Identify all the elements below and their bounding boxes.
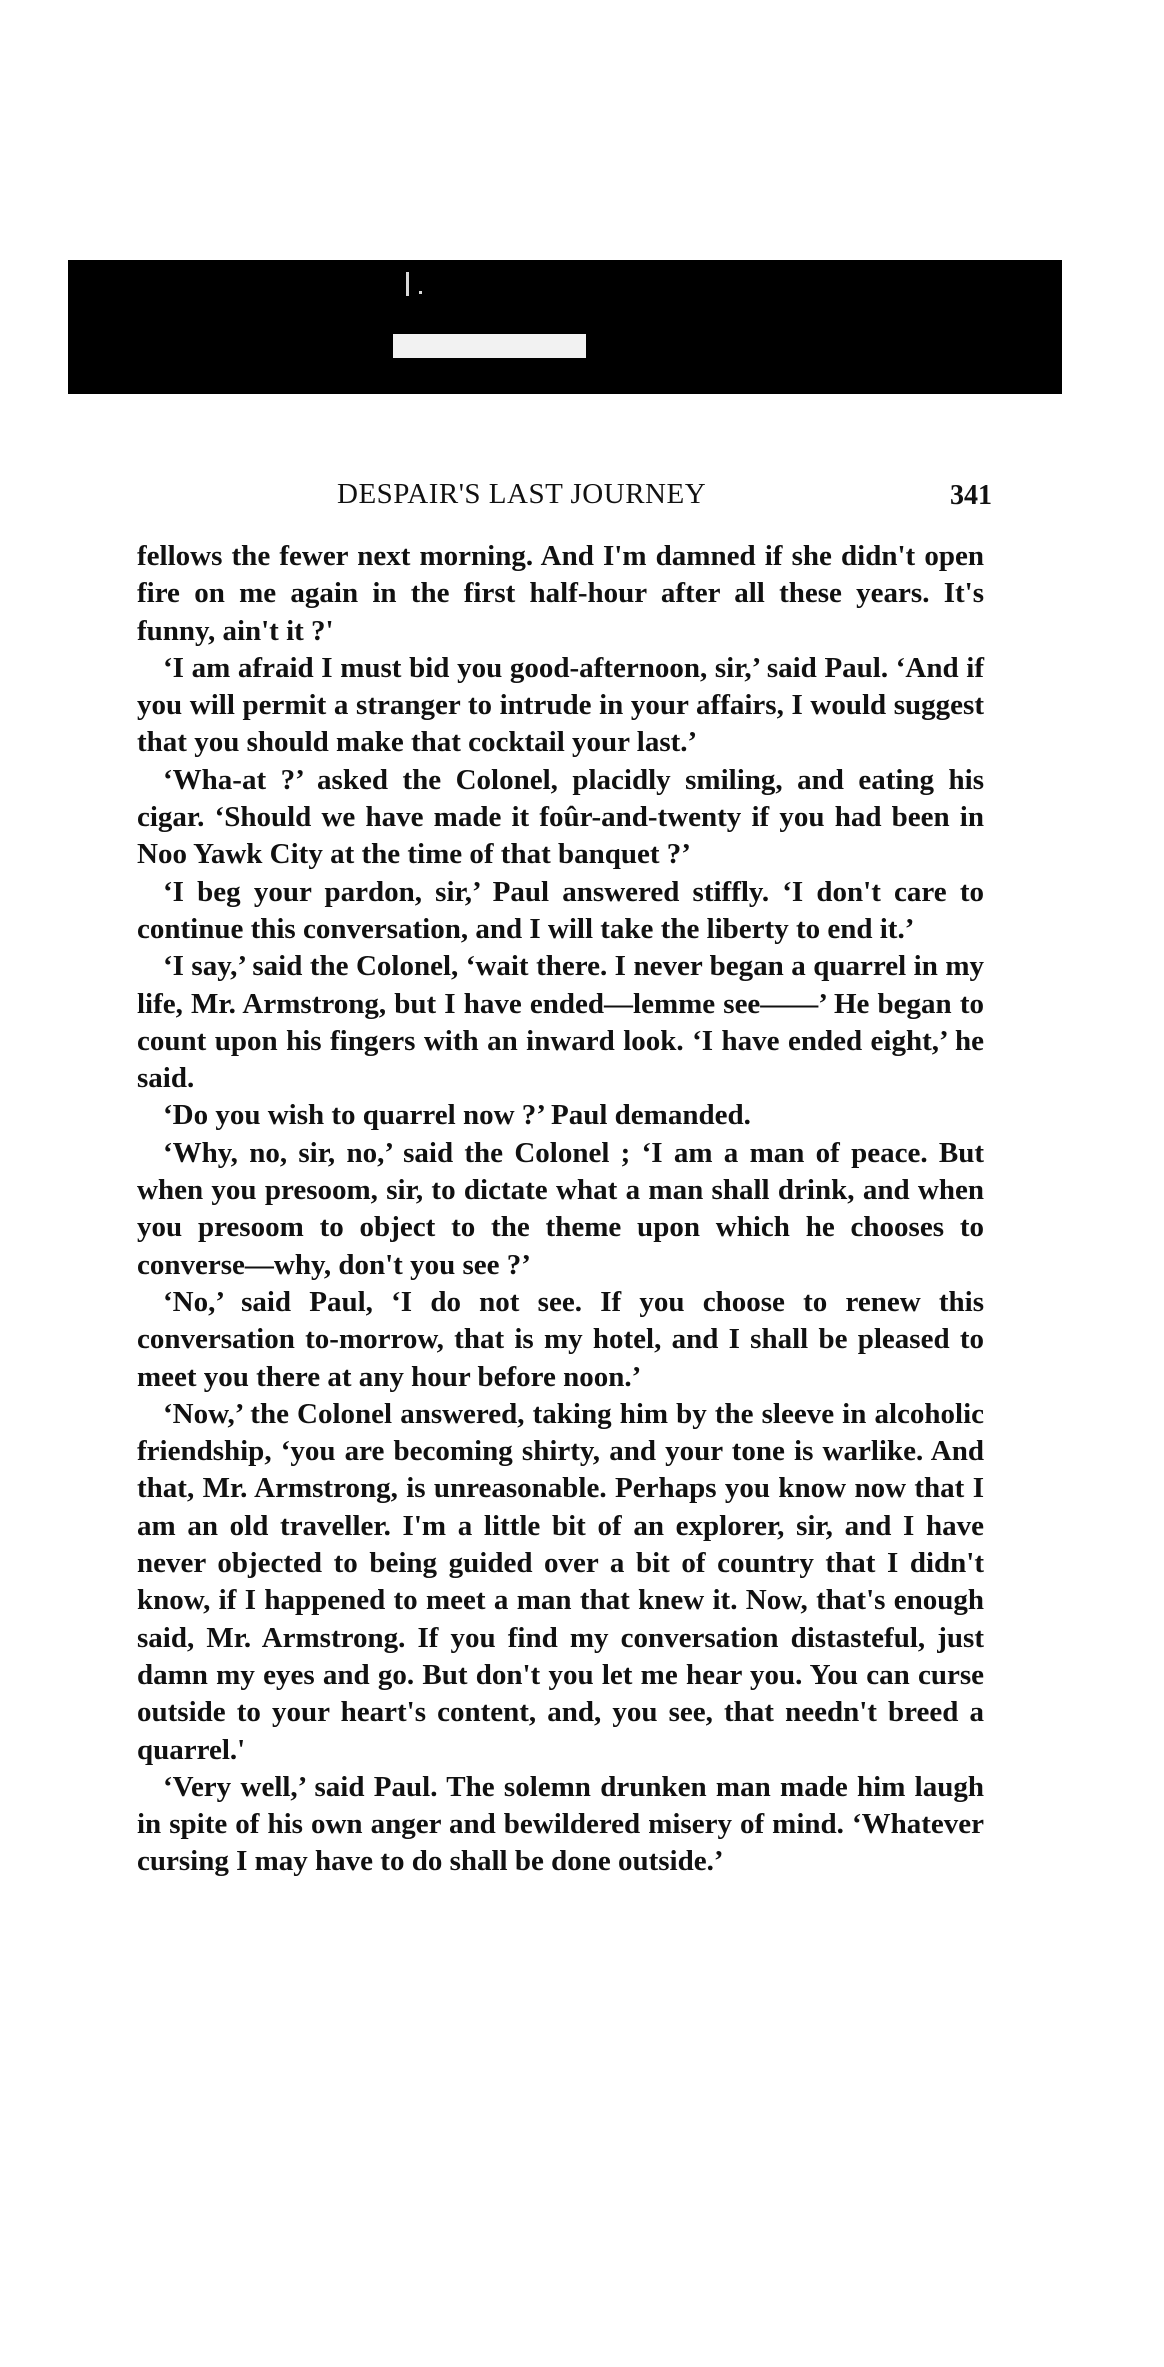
- paragraph: ‘I say,’ said the Colonel, ‘wait there. I never began a quarrel in my life, Mr. Armstrong, but I have ended—lemme see——’ He began to count upon his fingers with an inward look. ‘I have ended eight,’ he said.: [137, 950, 984, 1095]
- paragraph: ‘Do you wish to quarrel now ?’ Paul demanded.: [163, 1099, 751, 1132]
- paragraph: ‘Wha-at ?’ asked the Colonel, placidly smiling, and eating his cigar. ‘Should we have made it foûr-and-twenty if you had been in Noo Yawk City at the time of that banquet ?’: [137, 763, 984, 871]
- page-number: 341: [950, 480, 992, 511]
- scan-artifact-mark: [406, 272, 409, 296]
- scan-artifact-mark: [419, 291, 422, 294]
- paragraph: fellows the fewer next morning. And I'm damned if she didn't open fire on me again in the first half-hour after all these years. It's funny, ain't it ?': [137, 540, 984, 647]
- paragraph: ‘No,’ said Paul, ‘I do not see. If you choose to renew this conversation to-morrow, that is my hotel, and I shall be pleased to meet you there at any hour before noon.’: [137, 1285, 984, 1393]
- running-title: DESPAIR'S LAST JOURNEY: [337, 478, 707, 510]
- paragraph: ‘Now,’ the Colonel answered, taking him by the sleeve in alcoholic friendship, ‘you are becoming shirty, and your tone is warlike. And that, Mr. Armstrong, is unreasonable. Perhaps you know now that I am an old traveller. I'm a little bit of an explorer, sir, and I have never objected to being guided over a bit of country that I didn't know, if I happened to meet a man that knew it. Now, that's enough said, Mr. Armstrong. If you find my conversation distasteful, just damn my eyes and go. But don't you let me hear you. You can curse outside to your heart's content, and, you see, that needn't breed a quarrel.': [137, 1397, 984, 1766]
- paragraph: ‘Very well,’ said Paul. The solemn drunken man made him laugh in spite of his own anger and bewildered misery of mind. ‘Whatever cursing I may have to do shall be done outside.’: [137, 1770, 984, 1878]
- page-header: [137, 478, 992, 518]
- scan-artifact-mark: [393, 334, 586, 358]
- paragraph: ‘I beg your pardon, sir,’ Paul answered stiffly. ‘I don't care to continue this conversation, and I will take the liberty to end it.’: [137, 875, 984, 945]
- paragraph: ‘I am afraid I must bid you good-afternoon, sir,’ said Paul. ‘And if you will permit a stranger to intrude in your affairs, I would suggest that you should make that cocktail your last.’: [137, 651, 984, 759]
- paragraph: ‘Why, no, sir, no,’ said the Colonel ; ‘I am a man of peace. But when you presoom, sir, to dictate what a man shall drink, and when you presoom to object to the theme upon which he chooses to converse—why, don't you see ?’: [137, 1136, 984, 1281]
- scan-artifact-band: [68, 260, 1062, 394]
- body-text: [137, 538, 984, 1881]
